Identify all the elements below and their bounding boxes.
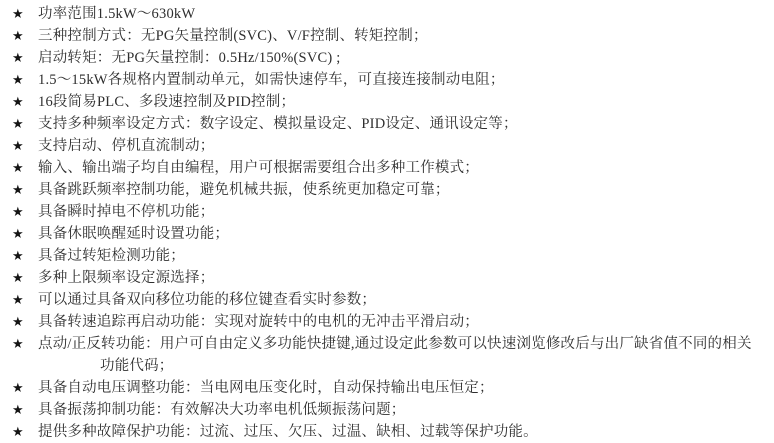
list-item [12,157,772,179]
feature-text: 三种控制方式：无PG矢量控制(SVC)、V/F控制、转矩控制； [38,28,428,44]
star-bullet-icon: ★ [12,248,24,263]
star-bullet-icon: ★ [12,138,24,153]
list-item [12,421,772,443]
list-item [12,201,772,223]
star-bullet-icon: ★ [12,314,24,329]
star-bullet-icon: ★ [12,94,24,109]
list-item [12,289,772,311]
feature-text: 具备瞬时掉电不停机功能； [38,204,215,220]
feature-text: 启动转矩：无PG矢量控制：0.5Hz/150%(SVC) ; [38,50,341,66]
feature-text-block [38,377,772,399]
list-item [12,3,772,25]
feature-text-block [38,113,772,135]
star-bullet-icon: ★ [12,226,24,241]
star-bullet-icon: ★ [12,6,24,21]
feature-text-block [38,135,772,157]
feature-text: 支持多种频率设定方式：数字设定、模拟量设定、PID设定、通讯设定等； [38,116,518,132]
feature-text: 具备跳跃频率控制功能，避免机械共振，使系统更加稳定可靠； [38,182,450,198]
star-bullet-icon: ★ [12,424,24,439]
feature-text-block [38,69,772,91]
star-bullet-icon: ★ [12,28,24,43]
list-item [12,245,772,267]
list-item [12,47,772,69]
star-bullet-icon: ★ [12,336,24,351]
star-bullet-icon: ★ [12,72,24,87]
star-bullet-icon: ★ [12,292,24,307]
feature-text: 多种上限频率设定源选择； [38,270,215,286]
list-item [12,399,772,421]
feature-text-block [38,399,772,421]
star-bullet-icon: ★ [12,270,24,285]
feature-text: 提供多种故障保护功能：过流、过压、欠压、过温、缺相、过载等保护功能。 [38,424,538,440]
feature-text: 输入、输出端子均自由编程，用户可根据需要组合出多种工作模式； [38,160,479,176]
list-item [12,223,772,245]
feature-text-block [38,289,772,311]
feature-text-block [38,201,772,223]
feature-text-block [38,179,772,201]
feature-text: 点动/正反转功能：用户可自由定义多功能快捷键,通过设定此参数可以快速浏览修改后与出厂缺省值不同的相关 [38,336,752,352]
list-item [12,179,772,201]
list-item [12,69,772,91]
star-bullet-icon: ★ [12,160,24,175]
feature-text: 可以通过具备双向移位功能的移位键查看实时参数； [38,292,377,308]
feature-text-block [38,421,772,443]
feature-text-block [38,223,772,245]
feature-text-block [38,25,772,47]
feature-text-block [38,47,772,69]
feature-text-block [38,91,772,113]
feature-text: 具备过转矩检测功能； [38,248,185,264]
list-item [12,91,772,113]
feature-text-block [38,157,772,179]
feature-text: 功率范围1.5kW～630kW [38,6,196,22]
list-item [12,377,772,399]
star-bullet-icon: ★ [12,204,24,219]
feature-text-block [38,333,772,377]
feature-text: 具备转速追踪再启动功能：实现对旋转中的电机的无冲击平滑启动； [38,314,479,330]
list-item [12,113,772,135]
feature-text-continuation: 功能代码； [100,358,174,374]
star-bullet-icon: ★ [12,50,24,65]
feature-text-block [38,267,772,289]
list-item [12,333,772,377]
list-item [12,25,772,47]
star-bullet-icon: ★ [12,182,24,197]
feature-text-block [38,311,772,333]
feature-text: 16段简易PLC、多段速控制及PID控制； [38,94,296,110]
star-bullet-icon: ★ [12,116,24,131]
list-item [12,267,772,289]
feature-text: 1.5～15kW各规格内置制动单元，如需快速停车，可直接连接制动电阻； [38,72,505,88]
star-bullet-icon: ★ [12,402,24,417]
list-item [12,311,772,333]
list-item [12,135,772,157]
feature-text: 具备自动电压调整功能：当电网电压变化时，自动保持输出电压恒定； [38,380,494,396]
feature-text: 支持启动、停机直流制动； [38,138,215,154]
star-bullet-icon: ★ [12,380,24,395]
feature-text: 具备休眠唤醒延时设置功能； [38,226,230,242]
feature-text-block [38,245,772,267]
feature-text: 具备振荡抑制功能：有效解决大功率电机低频振荡问题； [38,402,406,418]
feature-text-block [38,3,772,25]
